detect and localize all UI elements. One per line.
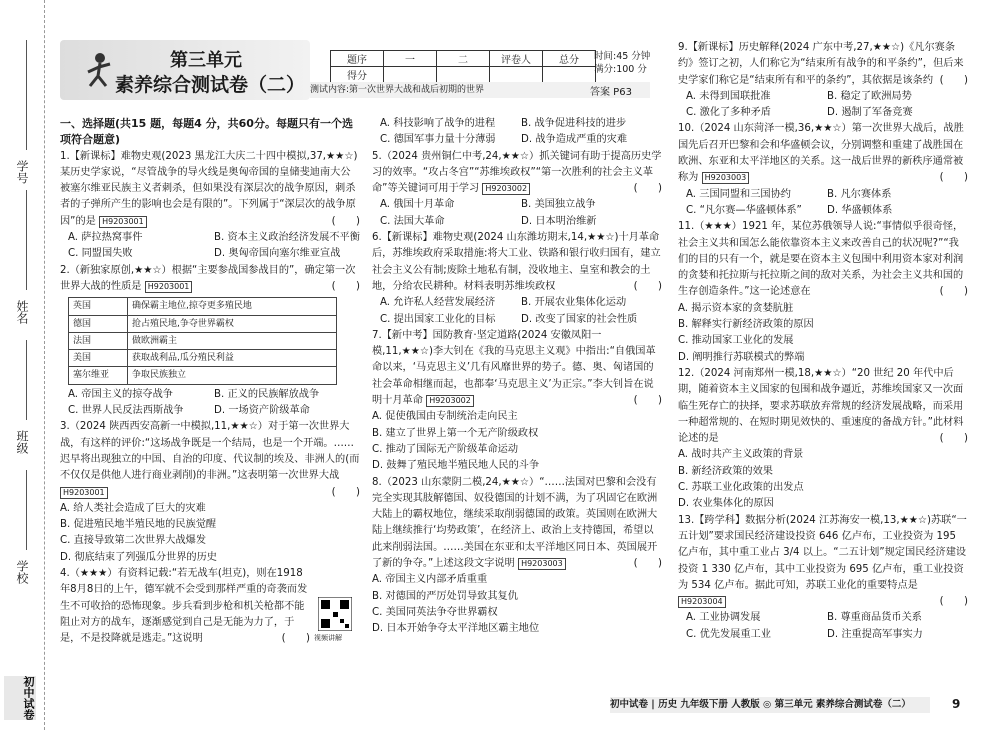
option[interactable]: C. 推动国家工业化的发展: [678, 335, 794, 347]
name-label: 姓名: [15, 300, 29, 324]
option[interactable]: A. 帝国主义内部矛盾重重: [372, 574, 488, 586]
test-scope: 测试内容:第一次世界大战和战后初期的世界: [310, 82, 650, 98]
score-table-cell: 一: [384, 51, 437, 67]
column-1: [60, 116, 360, 648]
class-label: 班级: [15, 430, 29, 454]
school-label: 学校: [15, 560, 29, 584]
score-table-cell[interactable]: [437, 67, 490, 83]
option[interactable]: A. 帝国主义的掠夺战争: [68, 388, 173, 400]
table-cell: 做欧洲霸主: [128, 332, 337, 349]
option[interactable]: D. 战争造成严重的灾难: [521, 134, 628, 146]
option[interactable]: D. 华盛顿体系: [827, 204, 893, 216]
question-stem: 8.（2023 山东蒙阴二模,24,★★☆）“……法国对巴黎和会没有完全实现其肢解德国、奴役德国的计划不满，为了巩固它在欧洲大陆上的霸权地位，继续采取削弱德国的政策。英国则在欧洲大陆上继续推行‘均势政策’，在经济上、政治上支持德国，希望以此来削弱法国。……美国在东亚和太平洋地区同日本、英国展开了新的争夺。”上述这段文字说明 H9203003 ( ): [372, 476, 662, 570]
score-table-cell[interactable]: [384, 67, 437, 83]
section-heading: 一、选择题(共15 题，每题4 分，共60分。每题只有一个选项符合题意): [60, 117, 353, 147]
war-aims-table: [68, 297, 337, 384]
score-table-cell[interactable]: [490, 67, 543, 83]
option[interactable]: B. 资本主义政治经济发展不平衡: [214, 232, 360, 244]
title-banner: [60, 40, 310, 100]
option[interactable]: B. 促进殖民地半殖民地的民族觉醒: [60, 519, 217, 531]
time-info: [594, 50, 650, 76]
option[interactable]: C. 优先发展重工业: [686, 628, 771, 640]
option[interactable]: B. 开展农业集体化运动: [521, 297, 627, 309]
question-stem: 13.【跨学科】数据分析(2024 江苏海安一模,13,★★☆)苏联“一五计划”要求国民经济建设投资 646 亿卢布，工业投资为 195 亿卢布，其中重工业占 3/4 以上。“二五计划”规定国民经济建设投资 1 330 亿卢布，其中工业投资为 695 亿卢布，重工业投资为 534 亿卢布。据此可知，苏联工业化的重要特点是 H9203004 ( ): [678, 514, 968, 608]
option[interactable]: B. 正义的民族解放战争: [214, 388, 320, 400]
question-stem: 5.（2024 贵州铜仁中考,24,★★☆）抓关键词有助于提高历史学习的效率。“攻占冬宫”“苏维埃政权”“第一次胜利的社会主义革命”等关键词可用于学习 H9203002 ( ): [372, 150, 662, 195]
option[interactable]: A. 促使俄国由专制统治走向民主: [372, 411, 518, 423]
table-cell: 美国: [69, 350, 128, 367]
qr-code-icon[interactable]: [318, 597, 352, 631]
table-cell: 确保霸主地位,掠夺更多殖民地: [128, 298, 337, 315]
option[interactable]: C. 同盟国失败: [68, 248, 133, 260]
option[interactable]: C. “凡尔赛—华盛顿体系”: [686, 204, 802, 216]
table-cell: 获取战利品,瓜分殖民利益: [128, 350, 337, 367]
option[interactable]: D. 奥匈帝国向塞尔维亚宣战: [214, 248, 341, 260]
full-score: 满分:100 分: [594, 64, 647, 75]
option[interactable]: B. 解释实行新经济政策的原因: [678, 319, 814, 331]
option[interactable]: A. 萨拉热窝事件: [68, 232, 143, 244]
student-no-label: 学号: [15, 160, 29, 184]
option[interactable]: A. 允许私人经营发展经济: [380, 297, 496, 309]
option[interactable]: D. 注重提高军事实力: [827, 628, 923, 640]
score-table-cell: 得分: [331, 67, 384, 83]
score-table-cell: 二: [437, 51, 490, 67]
option[interactable]: C. 提出国家工业化的目标: [380, 313, 496, 325]
option[interactable]: D. 彻底结束了列强瓜分世界的历史: [60, 551, 217, 563]
option[interactable]: A. 科技影响了战争的进程: [380, 118, 496, 129]
table-cell: 争取民族独立: [128, 367, 337, 384]
column-3: [678, 40, 968, 643]
page-title: 素养综合测试卷（二）: [115, 74, 306, 96]
footer-bar: 初中试卷 | 历史 九年级下册 人教版 ◎ 第三单元 素养综合测试卷（二）: [610, 697, 930, 713]
binding-strip: [0, 0, 45, 730]
option[interactable]: B. 对德国的严厉处罚导致其复仇: [372, 590, 518, 602]
option[interactable]: B. 战争促进科技的进步: [521, 118, 627, 129]
option[interactable]: C. 美国同英法争夺世界霸权: [372, 606, 498, 618]
option[interactable]: A. 揭示资本家的贪婪肮脏: [678, 302, 794, 314]
option[interactable]: A. 战时共产主义政策的背景: [678, 449, 804, 461]
option[interactable]: B. 建立了世界上第一个无产阶级政权: [372, 427, 539, 439]
option[interactable]: D. 遏制了军备竞赛: [827, 107, 913, 119]
option[interactable]: D. 鼓舞了殖民地半殖民地人民的斗争: [372, 460, 540, 472]
answer-ref: 答案 P63: [590, 87, 632, 98]
question-stem: 6.【新课标】难物史观(2024 山东潍坊期末,14,★★☆)十月革命后，苏维埃政府采取措施:将大工业、铁路和银行收归国有，建立社会主义公有制;废除土地私有制，没收地主、皇室和教会的土地，分给农民耕种。材料表明苏维埃政权 ( ): [372, 232, 662, 292]
page-number: 9: [952, 697, 961, 711]
question-stem: 7.【新中考】国防教育·坚定道路(2024 安徽凤阳一模,11,★★☆)李大钊在《我的马克思主义观》中指出:“自俄国革命以来，‘马克思主义’几有风靡世界的势子。德、奥、匈诸国的社会革命相继而起，也都奉‘马克思主义’为正宗。”李大钊旨在说明十月革命 H9203002 ( ): [372, 329, 662, 407]
qr-label: 视频讲解: [314, 634, 342, 642]
class-line: [26, 340, 27, 420]
question-stem: 9.【新课标】历史解释(2024 广东中考,27,★★☆)《凡尔赛条约》签订之初，人们称它为“结束所有战争的和平条约”，但后来史学家们称它是“结束所有和平的条约”，其依据是该条约 ( ): [678, 42, 968, 86]
school-line: [26, 470, 27, 550]
option[interactable]: C. 法国大革命: [380, 215, 445, 227]
option[interactable]: B. 凡尔赛体系: [827, 188, 892, 200]
score-table-cell: 题序: [331, 51, 384, 67]
option[interactable]: D. 改变了国家的社会性质: [521, 313, 638, 325]
runner-icon: [80, 50, 120, 90]
question-stem: 10.（2024 山东菏泽一模,36,★★☆）第一次世界大战后，战胜国先后召开巴黎和会和华盛顿会议，分别调整和重建了战胜国在欧洲、东亚和太平洋地区的关系。这一战后世界的新秩序通常被称为 H9203003 ( ): [678, 123, 968, 184]
table-cell: 法国: [69, 332, 128, 349]
option[interactable]: C. 世界人民反法西斯战争: [68, 405, 184, 417]
option[interactable]: C. 激化了多种矛盾: [686, 107, 771, 119]
option[interactable]: C. 德国军事力量十分薄弱: [380, 134, 496, 146]
table-cell: 德国: [69, 315, 128, 332]
unit-title: 第三单元: [170, 50, 242, 71]
student-no-line: [26, 40, 27, 150]
option[interactable]: C. 直接导致第二次世界大战爆发: [60, 535, 207, 547]
question-stem: 1.【新课标】难物史观(2023 黑龙江大庆二十四中模拟,37,★★☆)某历史学家说，“尽管战争的导火线是奥匈帝国的皇储斐迪南大公被塞尔维亚民族主义者刺杀，但如果没有深层次的战争原因，刺杀者的子弹所产生的影响也会是有限的”。下列属于“深层次的战争原因”的是 H9203001 ( ): [60, 150, 360, 227]
column-2: [372, 116, 662, 638]
name-line: [26, 190, 27, 290]
question-stem: 4.（★★★）有资料记载:“若无战车(坦克)，则在1918年8月8日的上午，德军就不会受到那样严重的奇袭而发生不可收拾的恐怖现象。步兵看到步枪和机关枪都不能阻止对方的战车，逐渐感觉到自己是无能为力了，于是，不是投降就是逃走。”这说明 ( ): [60, 568, 310, 645]
table-cell: 塞尔维亚: [69, 367, 128, 384]
time-limit: 时间:45 分钟: [594, 51, 651, 62]
option[interactable]: D. 农业集体化的原因: [678, 498, 774, 510]
option[interactable]: D. 阐明推行苏联模式的弊端: [678, 351, 805, 363]
option[interactable]: C. 苏联工业化政策的出发点: [678, 482, 804, 494]
option[interactable]: B. 稳定了欧洲局势: [827, 90, 912, 102]
table-cell: 英国: [69, 298, 128, 315]
option[interactable]: D. 日本明治维新: [521, 215, 597, 227]
option[interactable]: B. 尊重商品货币关系: [827, 612, 922, 624]
score-table-cell: 总分: [543, 51, 596, 67]
option[interactable]: C. 推动了国际无产阶级革命运动: [372, 443, 519, 455]
question-stem: 12.（2024 河南郑州一模,18,★★☆）“20 世纪 20 年代中后期，随着资本主义国家的包围和战争逼近，苏维埃国家又一次面临生死存亡的抉择，要求苏联放弃常规的经济发展战略，而采用一种超常规的、在短时期见效快的、重速度的备战方针。”此材料论述的是 ( ): [678, 367, 968, 445]
score-table: [330, 50, 596, 83]
option[interactable]: A. 工业协调发展: [686, 612, 761, 624]
question-stem: 2.（新独家原创,★★☆）根据“主要参战国参战目的”，确定第一次世界大战的性质是 H9203001 ( ): [60, 264, 360, 292]
option[interactable]: B. 美国独立战争: [521, 199, 596, 211]
brand-logo: 初中试卷: [4, 676, 36, 720]
score-table-cell[interactable]: [543, 67, 596, 83]
option[interactable]: D. 一场资产阶级革命: [214, 405, 310, 417]
question-stem: 3.（2024 陕西西安高新一中模拟,11,★★☆）对于第一次世界大战，有这样的评价:“这场战争既是一个结局，也是一个开端。……迟早将出现独立的中国、自治的印度、代议制的埃及、非洲人的(而不仅仅是供他人进行商业剥削)的非洲。”这表明第一次世界大战 H9203001 ( ): [60, 421, 360, 498]
option[interactable]: B. 新经济政策的效果: [678, 465, 773, 477]
question-stem: 11.（★★★）1921 年，某位苏俄领导人说:“事情似乎很奇怪，社会主义共和国怎么能依靠资本主义来改善自己的状况呢?”“我们的目的只有一个，就是要在资本主义包围中利用资本家对利润的贪婪和托拉斯与托拉斯之间的敌对关系，为社会主义共和国的生存创造条件。”这一论述意在 ( ): [678, 221, 968, 298]
option[interactable]: A. 俄国十月革命: [380, 199, 455, 211]
score-table-cell: 评卷人: [490, 51, 543, 67]
option[interactable]: A. 三国同盟和三国协约: [686, 188, 791, 200]
option[interactable]: D. 日本开始争夺太平洋地区霸主地位: [372, 623, 540, 635]
option[interactable]: A. 给人类社会造成了巨大的灾难: [60, 502, 206, 514]
table-cell: 抢占殖民地,争夺世界霸权: [128, 315, 337, 332]
option[interactable]: A. 未得到国联批准: [686, 90, 771, 102]
